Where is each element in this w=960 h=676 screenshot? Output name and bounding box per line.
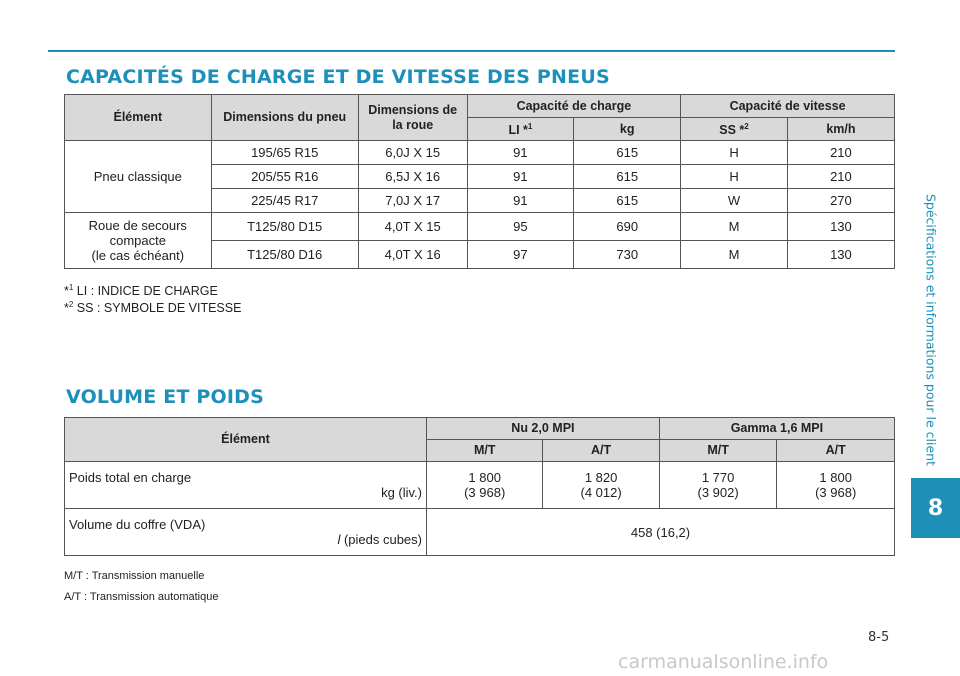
tire-capacity-table xyxy=(64,94,895,269)
table-cell: 4,0T X 15 xyxy=(358,213,467,241)
table-cell: 1 770 (3 902) xyxy=(659,462,777,509)
header-engine-gamma: Gamma 1,6 MPI xyxy=(659,418,894,440)
table-cell: 210 xyxy=(787,165,894,189)
table-cell: 95 xyxy=(467,213,574,241)
table-cell: 615 xyxy=(574,189,681,213)
volume-weight-table xyxy=(64,417,895,556)
table-cell: 91 xyxy=(467,189,574,213)
row-label-trunk-volume: Volume du coffre (VDA) l (pieds cubes) xyxy=(65,509,427,556)
header-mt: M/T xyxy=(427,440,543,462)
table-cell: H xyxy=(681,165,788,189)
header-tire-size: Dimensions du pneu xyxy=(211,95,358,141)
table-cell: 4,0T X 16 xyxy=(358,241,467,269)
table-cell: 205/55 R16 xyxy=(211,165,358,189)
side-chapter-title: Spécifications et informations pour le client xyxy=(923,193,939,467)
footnote-at: A/T : Transmission automatique xyxy=(64,591,219,603)
table-cell: 195/65 R15 xyxy=(211,141,358,165)
table-cell: 270 xyxy=(787,189,894,213)
table-cell: M xyxy=(681,213,788,241)
footnote-mt: M/T : Transmission manuelle xyxy=(64,570,205,582)
table-cell: 1 820 (4 012) xyxy=(543,462,659,509)
section-title-volume-weight: VOLUME ET POIDS xyxy=(66,386,265,408)
table-cell: 210 xyxy=(787,141,894,165)
table-cell: 730 xyxy=(574,241,681,269)
watermark: carmanualsonline.info xyxy=(618,651,829,673)
header-kg: kg xyxy=(574,118,681,141)
group-label: Roue de secours compacte (le cas échéant) xyxy=(65,213,212,269)
section-title-tire-capacity: CAPACITÉS DE CHARGE ET DE VITESSE DES PNEUS xyxy=(66,66,610,88)
header-kmh: km/h xyxy=(787,118,894,141)
table-row xyxy=(65,462,895,509)
page-number: 8-5 xyxy=(868,630,890,645)
table-cell: T125/80 D16 xyxy=(211,241,358,269)
table-cell: 1 800 (3 968) xyxy=(427,462,543,509)
row-label-total-weight: Poids total en charge kg (liv.) xyxy=(65,462,427,509)
footnote-li: *$^1$ LI : INDICE DE CHARGE xyxy=(64,283,218,298)
chapter-tab: 8 xyxy=(911,478,960,538)
header-load-capacity: Capacité de charge xyxy=(467,95,681,118)
header-wheel-size: Dimensions de la roue xyxy=(358,95,467,141)
table-cell: 97 xyxy=(467,241,574,269)
top-rule xyxy=(48,50,895,52)
header-at: A/T xyxy=(543,440,659,462)
header-mt: M/T xyxy=(659,440,777,462)
table-cell: 690 xyxy=(574,213,681,241)
table-cell: 130 xyxy=(787,213,894,241)
table-cell: T125/80 D15 xyxy=(211,213,358,241)
header-li: LI *$^1$ xyxy=(467,118,574,141)
table-cell: 225/45 R17 xyxy=(211,189,358,213)
table-cell: 91 xyxy=(467,141,574,165)
table-row xyxy=(65,141,895,165)
table-cell: H xyxy=(681,141,788,165)
group-label: Pneu classique xyxy=(65,141,212,213)
table-cell: W xyxy=(681,189,788,213)
table-cell: 615 xyxy=(574,141,681,165)
header-speed-capacity: Capacité de vitesse xyxy=(681,95,895,118)
table-cell: 7,0J X 17 xyxy=(358,189,467,213)
table-cell: 6,0J X 15 xyxy=(358,141,467,165)
table-cell: M xyxy=(681,241,788,269)
table-row xyxy=(65,213,895,241)
header-element: Élément xyxy=(65,418,427,462)
header-element: Élément xyxy=(65,95,212,141)
header-ss: SS *$^2$ xyxy=(681,118,788,141)
table-cell: 130 xyxy=(787,241,894,269)
table-cell: 458 (16,2) xyxy=(427,509,895,556)
header-at: A/T xyxy=(777,440,895,462)
table-cell: 1 800 (3 968) xyxy=(777,462,895,509)
table-cell: 615 xyxy=(574,165,681,189)
table-cell: 91 xyxy=(467,165,574,189)
footnote-ss: *$^2$ SS : SYMBOLE DE VITESSE xyxy=(64,300,242,315)
table-row xyxy=(65,509,895,556)
header-engine-nu: Nu 2,0 MPI xyxy=(427,418,660,440)
table-cell: 6,5J X 16 xyxy=(358,165,467,189)
